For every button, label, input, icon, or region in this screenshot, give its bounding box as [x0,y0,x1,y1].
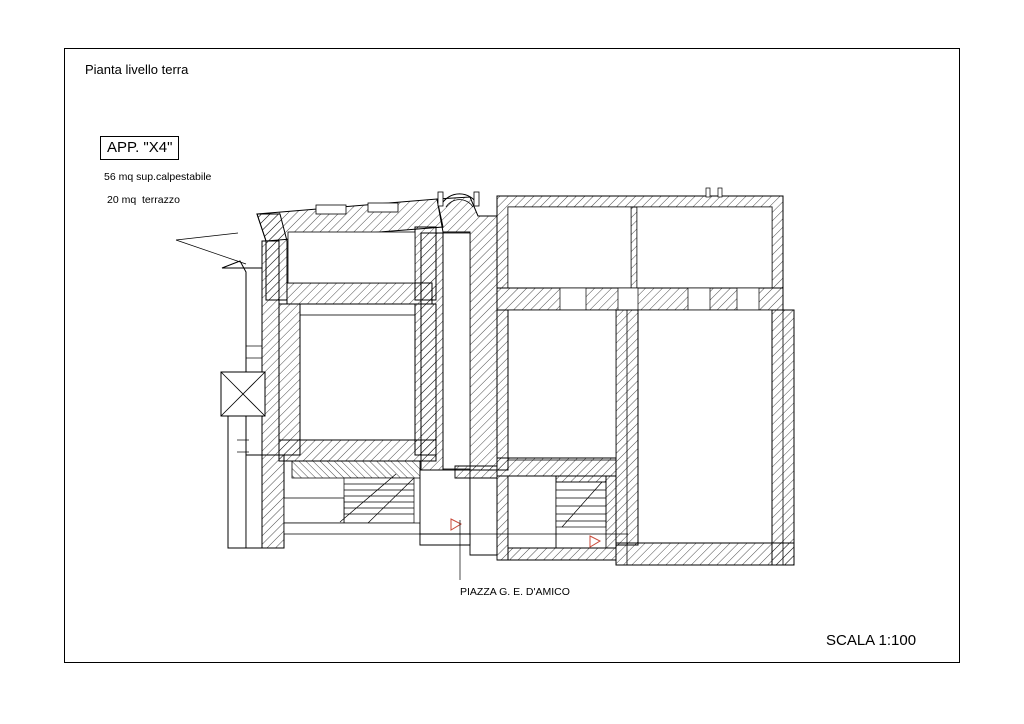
scale-label: SCALA 1:100 [826,632,917,649]
area-note-usable: 56 mq sup.calpestabile [104,171,212,183]
apartment-code-badge: APP. "X4" [100,136,179,160]
plan-walls [176,188,794,580]
door-direction-marker-right [590,536,600,547]
page-title: Pianta livello terra [85,62,189,77]
area-note-terrace: 20 mq terrazzo [107,194,180,206]
street-label-piazza: PIAZZA G. E. D'AMICO [460,586,570,598]
